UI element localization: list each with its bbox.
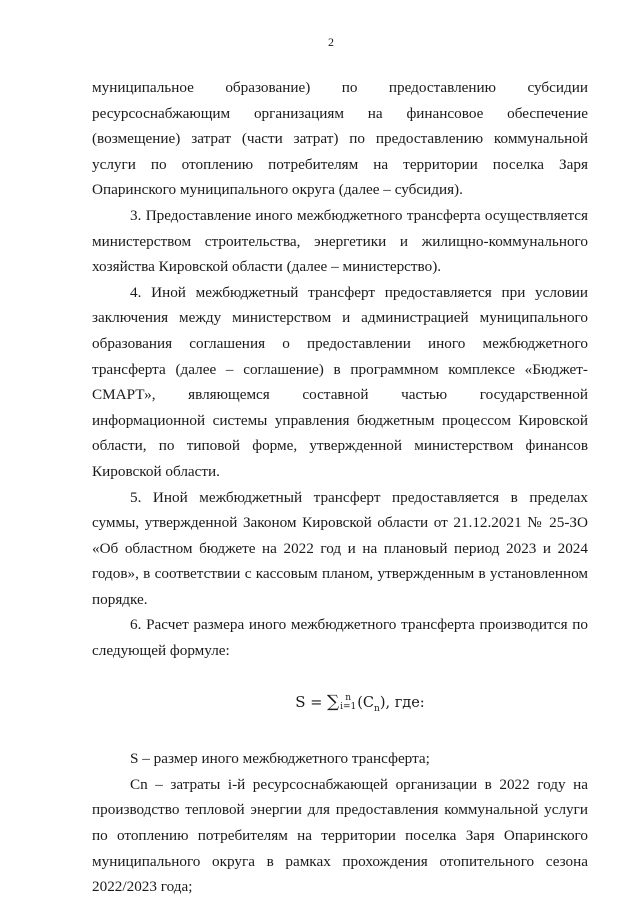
formula-limits	[340, 694, 356, 712]
formula-sigma: ∑	[326, 691, 340, 712]
formula-term-sub: n	[374, 703, 380, 714]
paragraph-continuation: муниципальное образование) по предоставлению субсидии ресурсоснабжающим организациям на финансовое обеспечение (возмещение) затрат (части затрат) по предоставлению коммунальной услуги по отоплению потребителям на территории поселка Заря Опаринского муниципального округа (далее – субсидия).	[92, 79, 588, 199]
paragraph-6: 6. Расчет размера иного межбюджетного трансферта производится по следующей формуле:	[92, 616, 588, 660]
page-number: 2	[328, 35, 334, 49]
formula-suffix: , где:	[385, 694, 425, 711]
formula-term: (C	[357, 694, 375, 711]
formula-term-close: )	[379, 694, 386, 711]
document-body	[92, 75, 588, 900]
paragraph-3: 3. Предоставление иного межбюджетного трансферта осуществляется министерством строительства, энергетики и жилищно-коммунального хозяйства Кировской области (далее – министерство).	[92, 206, 588, 276]
formula-equals: =	[310, 694, 323, 711]
paragraph-4: 4. Иной межбюджетный трансферт предоставляется при условии заключения между министерством и администрацией муниципального образования соглашения о предоставлении иного межбюджетного трансферта (далее – соглашение) в программном комплексе «Бюджет-СМАРТ», являющемся составной частью государственной информационной системы управления бюджетным процессом Кировской области, по типовой форме, утвержденной министерством финансов Кировской области.	[92, 283, 588, 480]
formula-upper-limit: n	[345, 692, 352, 703]
formula-lhs: S	[295, 692, 306, 711]
definition-s: S – размер иного межбюджетного трансферта;	[130, 750, 430, 768]
sum-formula	[92, 690, 588, 722]
paragraph-5: 5. Иной межбюджетный трансферт предоставляется в пределах суммы, утвержденной Законом Кировской области от 21.12.2021 № 25-ЗО «Об областном бюджете на 2022 год и на плановый период 2023 и 2024 годов», в соответствии с кассовым планом, утвержденным в установленном порядке.	[92, 488, 588, 608]
formula-lower-limit: i=1	[340, 701, 357, 712]
definition-cn: Cn – затраты i-й ресурсоснабжающей организации в 2022 году на производство тепловой энергии для предоставления коммунальной услуги по отоплению потребителям на территории поселка Заря Опаринского муниципального округа в рамках прохождения отопительного сезона 2022/2023 года;	[92, 775, 588, 896]
